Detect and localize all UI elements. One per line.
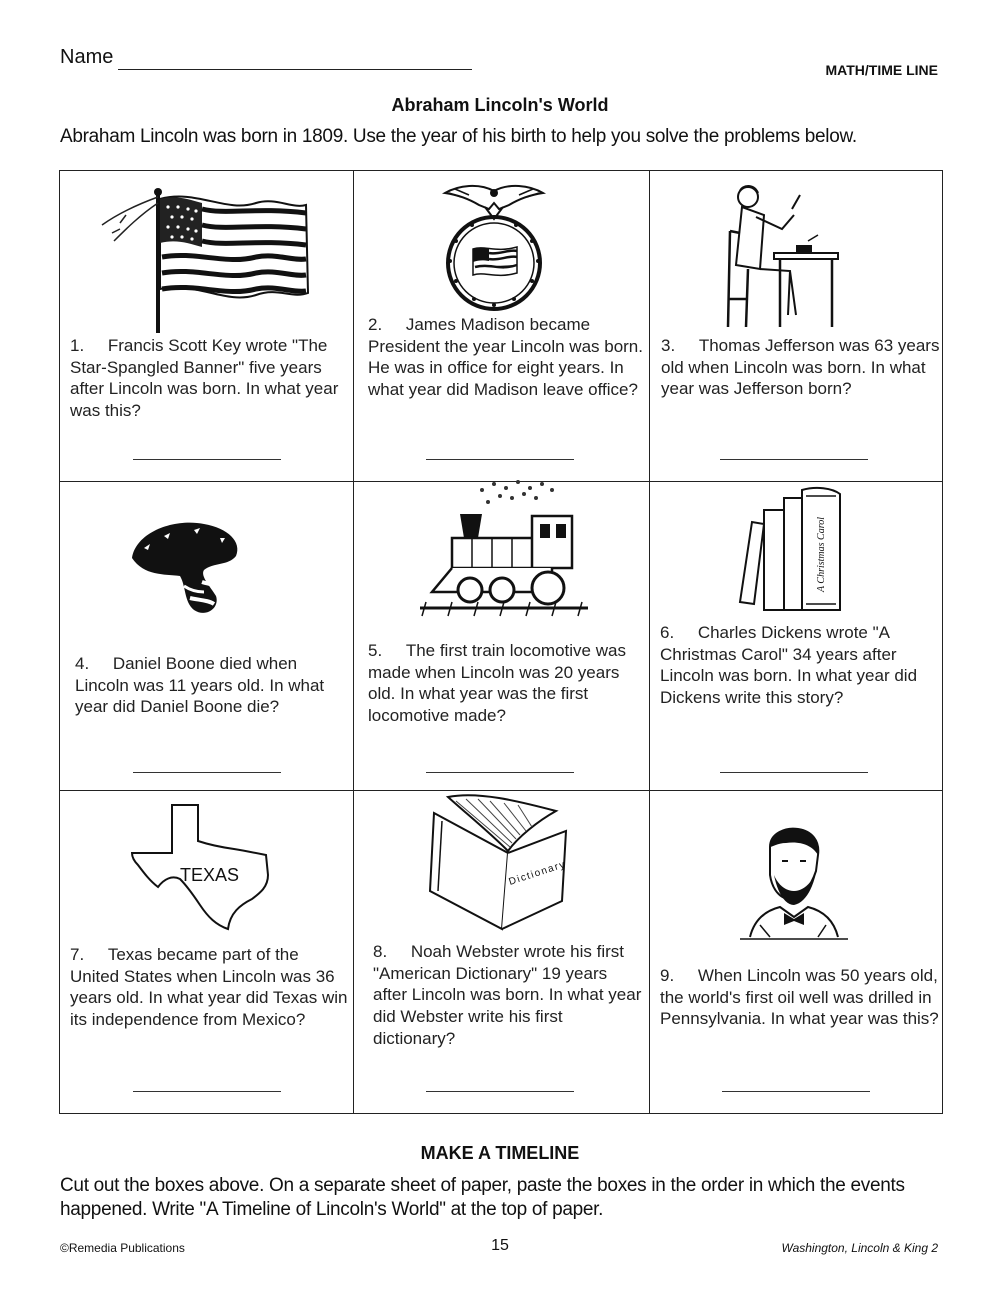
texas-label: TEXAS <box>180 865 240 885</box>
answer-line-8[interactable] <box>426 1091 574 1092</box>
texas-map-icon <box>130 801 274 933</box>
answer-line-9[interactable] <box>722 1091 870 1092</box>
question-card-4 <box>60 482 353 790</box>
dictionary-icon <box>428 791 568 931</box>
question-card-5 <box>354 482 649 790</box>
question-card-2 <box>354 171 649 481</box>
answer-line-4[interactable] <box>133 772 281 773</box>
question-text: 3. Thomas Jefferson was 63 years old when Lincoln was born. In what year was Jefferson born? <box>661 336 940 399</box>
subject-label: MATH/TIME LINE <box>825 62 938 78</box>
footer-book-title: Washington, Lincoln & King 2 <box>781 1241 938 1255</box>
answer-line-5[interactable] <box>426 772 574 773</box>
name-field[interactable] <box>118 69 472 70</box>
page-number: 15 <box>491 1237 509 1254</box>
intro-text: Abraham Lincoln was born in 1809. Use the year of his birth to help you solve the problems below. <box>60 126 857 147</box>
dictionary-label: Dictionary <box>507 859 568 888</box>
question-card-1 <box>60 171 353 481</box>
question-text: 7. Texas became part of the United States when Lincoln was 36 years old. In what year did Texas win its independence from Mexico? <box>70 945 348 1030</box>
jefferson-writing-icon <box>720 179 840 329</box>
question-card-6 <box>650 482 942 790</box>
question-text: 6. Charles Dickens wrote "A Christmas Carol" 34 years after Lincoln was born. In what year did Dickens write this story? <box>660 623 918 708</box>
question-card-7 <box>60 791 353 1113</box>
books-label: A Christmas Carol <box>816 516 827 592</box>
answer-line-6[interactable] <box>720 772 868 773</box>
timeline-title: MAKE A TIMELINE <box>420 1143 580 1163</box>
answer-line-1[interactable] <box>133 459 281 460</box>
timeline-instructions: Cut out the boxes above. On a separate sheet of paper, paste the boxes in the order in which the events happened. Write "A Timeline of Lincoln's World" at the top of paper. <box>60 1175 905 1220</box>
question-text: 5. The first train locomotive was made when Lincoln was 20 years old. In what year was the first locomotive made? <box>368 641 626 726</box>
flag-icon <box>96 185 316 335</box>
answer-line-3[interactable] <box>720 459 868 460</box>
lincoln-portrait-icon <box>740 825 848 941</box>
question-text: 8. Noah Webster wrote his first "American Dictionary" 19 years after Lincoln was born. In what year did Webster write his first dictionary? <box>373 942 642 1048</box>
answer-line-2[interactable] <box>426 459 574 460</box>
question-text: 4. Daniel Boone died when Lincoln was 11 years old. In what year did Daniel Boone die? <box>75 654 325 717</box>
eagle-seal-icon <box>439 181 549 313</box>
books-icon <box>736 482 848 614</box>
coonskin-cap-icon <box>124 512 254 622</box>
question-text: 2. James Madison became President the year Lincoln was born. He was in office for eight years. In what year did Madison leave office? <box>368 315 643 400</box>
question-text: 9. When Lincoln was 50 years old, the world's first oil well was drilled in Pennsylvania. In what year was this? <box>660 966 939 1029</box>
question-text: 1. Francis Scott Key wrote "The Star-Spangled Banner" five years after Lincoln was born. In what year was this? <box>70 336 339 421</box>
answer-line-7[interactable] <box>133 1091 281 1092</box>
question-card-3 <box>650 171 942 481</box>
name-label: Name <box>60 46 114 68</box>
footer-publisher: ©Remedia Publications <box>60 1241 185 1255</box>
page-title: Abraham Lincoln's World <box>391 95 609 115</box>
question-card-8 <box>354 791 649 1113</box>
question-card-9 <box>650 791 942 1113</box>
locomotive-icon <box>412 476 592 620</box>
question-grid <box>59 170 943 1114</box>
